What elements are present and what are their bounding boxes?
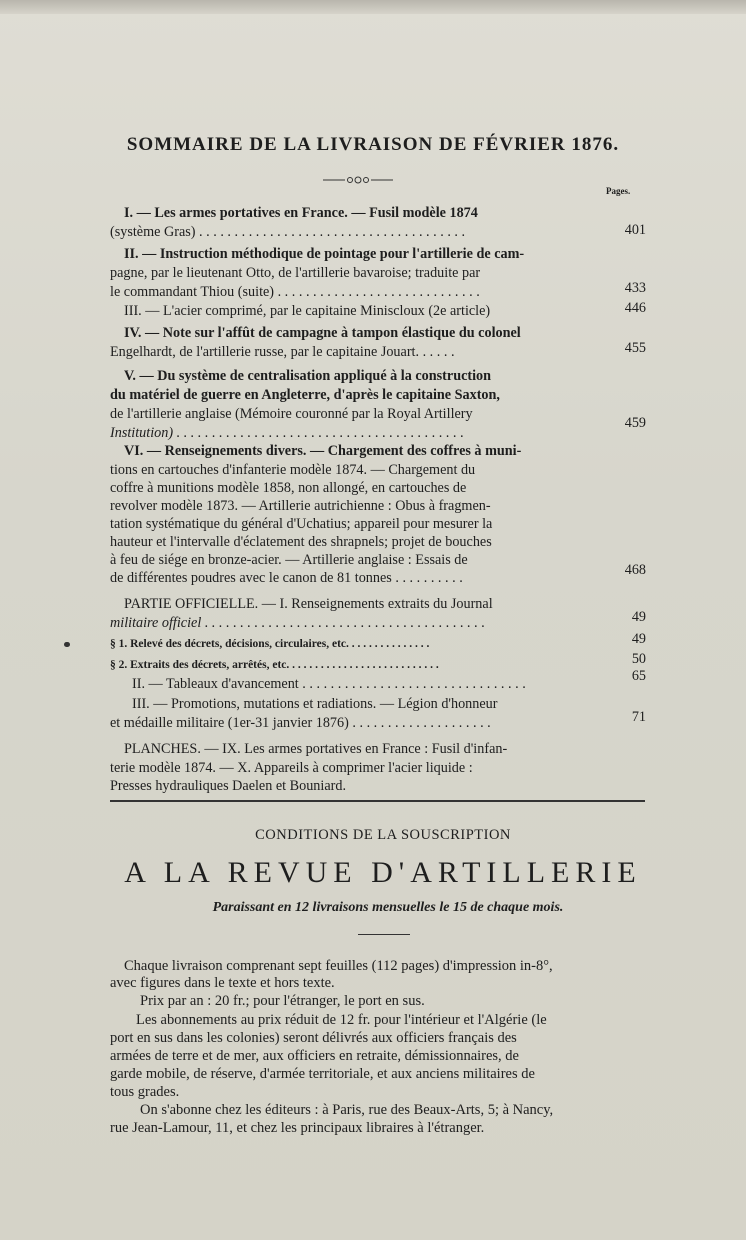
toc-line: II. — Tableaux d'avancement . . . . . . . . . . . . . . . . . . . . . . . . . . . . . . . . [132, 676, 526, 692]
page-title: SOMMAIRE DE LA LIVRAISON DE FÉVRIER 1876. [126, 134, 620, 155]
pages-column-label: Pages. [606, 186, 631, 196]
toc-line: militaire officiel . . . . . . . . . . . . . . . . . . . . . . . . . . . . . . . . . . . . . . . . [110, 615, 486, 631]
toc-line: de différentes poudres avec le canon de 81 tonnes . . . . . . . . . . [110, 570, 463, 586]
revue-title: A LA REVUE D'ARTILLERIE [124, 856, 642, 889]
conditions-text-line: armées de terre et de mer, aux officiers en retraite, démissionnaires, de [110, 1048, 519, 1064]
publication-frequency: Paraissant en 12 livraisons mensuelles le 15 de chaque mois. [212, 900, 564, 915]
toc-line: IV. — Note sur l'affût de campagne à tampon élastique du colonel [124, 325, 521, 341]
toc-page-number: 49 [631, 631, 646, 647]
toc-line: Institution) . . . . . . . . . . . . . . . . . . . . . . . . . . . . . . . . . . . . . . . . . [110, 425, 464, 441]
toc-page-number: 65 [631, 668, 646, 684]
toc-line: § 2. Extraits des décrets, arrêtés, etc. . . . . . . . . . . . . . . . . . . . . . . . . . . [110, 659, 439, 671]
toc-line: § 1. Relevé des décrets, décisions, circulaires, etc. . . . . . . . . . . . . . . [110, 638, 430, 650]
toc-page-number: 455 [624, 340, 646, 356]
toc-line: III. — L'acier comprimé, par le capitaine Miniscloux (2e article) [124, 303, 491, 319]
conditions-text-line: port en sus dans les colonies) seront délivrés aux officiers français des [110, 1030, 517, 1046]
toc-page-number: 468 [624, 562, 646, 578]
toc-line: pagne, par le lieutenant Otto, de l'artillerie bavaroise; traduite par [110, 265, 481, 281]
toc-line: et médaille militaire (1er-31 janvier 1876) . . . . . . . . . . . . . . . . . . . . [110, 715, 491, 731]
toc-page-number: 401 [624, 222, 646, 238]
conditions-text-line: Chaque livraison comprenant sept feuilles (112 pages) d'impression in-8°, [124, 958, 553, 974]
bullet-mark-icon [64, 642, 70, 647]
toc-line: III. — Promotions, mutations et radiations. — Légion d'honneur [132, 696, 498, 712]
toc-line: le commandant Thiou (suite) . . . . . . . . . . . . . . . . . . . . . . . . . . . . . [110, 284, 480, 300]
toc-page-number: 49 [631, 609, 646, 625]
ornament-divider-icon [323, 174, 393, 186]
toc-page-number: 71 [631, 709, 646, 725]
toc-line: (système Gras) . . . . . . . . . . . . . . . . . . . . . . . . . . . . . . . . . . . . . . [110, 224, 466, 240]
conditions-heading: CONDITIONS DE LA SOUSCRIPTION [255, 827, 511, 843]
short-divider [358, 934, 410, 935]
toc-line: terie modèle 1874. — X. Appareils à comprimer l'acier liquide : [110, 760, 473, 776]
toc-line: I. — Les armes portatives en France. — Fusil modèle 1874 [124, 205, 478, 221]
toc-line: à feu de siége en bronze-acier. — Artillerie anglaise : Essais de [110, 552, 468, 568]
toc-line: Presses hydrauliques Daelen et Bouniard. [110, 778, 347, 794]
toc-line: Engelhardt, de l'artillerie russe, par le capitaine Jouart. . . . . . [110, 344, 455, 360]
toc-line: hauteur et l'intervalle d'éclatement des shrapnels; projet de bouches [110, 534, 492, 550]
conditions-text-line: Les abonnements au prix réduit de 12 fr. pour l'intérieur et l'Algérie (le [136, 1012, 547, 1028]
toc-line: VI. — Renseignements divers. — Chargement des coffres à muni- [124, 443, 522, 459]
toc-line: PARTIE OFFICIELLE. — I. Renseignements extraits du Journal [124, 596, 493, 612]
conditions-text-line: rue Jean-Lamour, 11, et chez les principaux libraires à l'étranger. [110, 1120, 485, 1136]
toc-line: PLANCHES. — IX. Les armes portatives en France : Fusil d'infan- [124, 741, 508, 757]
toc-line: coffre à munitions modèle 1858, non allongé, en cartouches de [110, 480, 467, 496]
section-divider [110, 800, 645, 802]
toc-line: tation systématique du général d'Uchatius; appareil pour mesurer la [110, 516, 493, 532]
toc-line: tions en cartouches d'infanterie modèle 1874. — Chargement du [110, 462, 476, 478]
conditions-text-line: On s'abonne chez les éditeurs : à Paris, rue des Beaux-Arts, 5; à Nancy, [140, 1102, 554, 1118]
toc-page-number: 446 [624, 300, 646, 316]
toc-line: V. — Du système de centralisation appliqué à la construction [124, 368, 492, 384]
conditions-text-line: avec figures dans le texte et hors texte. [110, 975, 335, 991]
toc-page-number: 50 [631, 651, 646, 667]
toc-line: du matériel de guerre en Angleterre, d'après le capitaine Saxton, [110, 387, 500, 403]
conditions-text-line: garde mobile, de réserve, d'armée territoriale, et aux anciens militaires de [110, 1066, 535, 1082]
toc-page-number: 433 [624, 280, 646, 296]
toc-line: II. — Instruction méthodique de pointage pour l'artillerie de cam- [124, 246, 525, 262]
toc-page-number: 459 [624, 415, 646, 431]
conditions-text-line: tous grades. [110, 1084, 180, 1100]
toc-line: revolver modèle 1873. — Artillerie autrichienne : Obus à fragmen- [110, 498, 491, 514]
toc-line: de l'artillerie anglaise (Mémoire couronné par la Royal Artillery [110, 406, 473, 422]
page-top-edge [0, 0, 746, 14]
conditions-text-line: Prix par an : 20 fr.; pour l'étranger, le port en sus. [140, 993, 425, 1009]
